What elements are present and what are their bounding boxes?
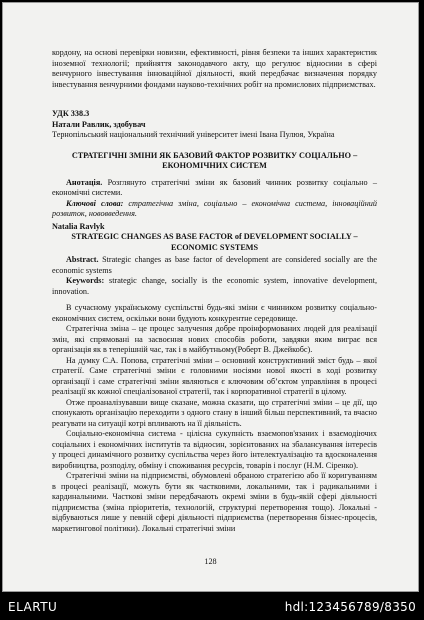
document-page [2, 2, 419, 592]
page-content [52, 48, 377, 534]
author-ua: Натали Равлик, здобувач [52, 119, 146, 129]
page-number: 128 [204, 557, 217, 566]
annotation [52, 178, 377, 199]
body-paragraph-6: Стратегічні зміни на підприємстві, обумовлені обраною стратегією або її коригуванням в процесі реалізації, можуть бути як частковими, локальними, так і радикальними і кардинальними. Часткові зміни передбачають окремі зміни в будь-якій сфері діяльності підприємства (зміна пріоритетів, технологій, структурні перетворення тощо). Локальні - відбуваються лише у певній сфері діяльності підприємства (перетворення бізнес-процесів, маркетингової політики). Локальні стратегічні зміни [52, 471, 377, 533]
body-paragraph-4: Отже проаналізувавши вище сказане, можна сказати, що стратегічні зміни – це дії, що спонукають організацію переходити з одного стану в інший більш перспективний, та вчасно реагувати на ситуації котрі впливають на її діяльність. [52, 397, 377, 428]
intro-paragraph: кордону, на основі перевірки новизни, ефективності, рівня безпеки та інших характеристик іноземної технології; прийняття законодавчого акту, що регулює відносини в сфері венчурного інвестування інноваційної діяльності, який передбачає визначення порядку інвестування венчурними фондами науково-технічних робіт на промислових підприємствах. [52, 48, 377, 89]
body-paragraph-5: Соціально-економічна система - цілісна сукупність взаємопов'язаних і взаємодіючих соціальних і економічних інститутів та відносин, зорієнтованих на збалансування інтересів у процесі динамічного розвитку суспільства через його інтелектуалізацію та вдосконалення виробництва, розподілу, обміну і споживання ресурсів, товарів і послуг (Н.М. Сіренко). [52, 429, 377, 470]
udk-code: УДК 338.3 [52, 109, 90, 118]
keywords-en [52, 276, 377, 297]
viewer-footer [0, 594, 424, 620]
annotation-label: Анотація. [66, 177, 103, 187]
abstract [52, 255, 377, 276]
body-paragraph-1: В сучасному українському суспільстві будь-які зміни є чинником розвитку соціально-економічних систем, оскільки вони будують конкурентне середовище. [52, 303, 377, 323]
author-en: Natalia Ravlyk [52, 221, 105, 231]
handle-identifier[interactable]: hdl:123456789/8350 [284, 600, 416, 614]
title-en: STRATEGIC CHANGES AS BASE FACTOR of DEVELOPMENT SOCIALLY – ECONOMIC SYSTEMS [71, 232, 358, 252]
affiliation: Тернопільський національний технічний університет імені Івана Пулюя, Україна [52, 130, 335, 139]
keywords-ua [52, 199, 377, 220]
abstract-label: Abstract. [66, 255, 99, 264]
keywords-ua-label: Ключові слова: [66, 198, 124, 208]
abstract-text: Strategic changes as base factor of development are considered socially are the economic systems [52, 255, 377, 275]
repository-name: ELARTU [8, 600, 58, 614]
annotation-text: Розглянуто стратегічні зміни як базовий чинник розвитку соціально – економічні системи. [52, 177, 377, 197]
body-paragraph-3: На думку С.А. Попова, стратегічні зміни – основний конструктивний зміст будь – якої стратегії. Саме стратегічні зміни є головними носіями нової якості в ході розвитку організації і саме стратегічні зміни являються є ключовим об’єктом управління в процесі реалізації як кожної спеціалізованої стратегії, так і корпоративної стратегії в цілому. [52, 355, 377, 396]
keywords-en-label: Keywords: [66, 276, 105, 285]
keywords-ua-text: стратегічна зміна, соціально – економічна система, інноваційний розвиток, нововведення. [52, 198, 377, 218]
keywords-en-text: strategic change, socially is the economic system, innovative development, innovation. [52, 276, 378, 296]
body-paragraph-2: Стратегічна зміна – це процес залучення добре проінформованих людей для реалізації змін, які спрямовані на засвоєння нових способів роботи, завдяки яким виграє вся організація як в теперішній час, так і в майбутньому(Роберт В. Джейкобс). [52, 324, 377, 354]
title-ua: СТРАТЕГІЧНІ ЗМІНИ ЯК БАЗОВИЙ ФАКТОР РОЗВИТКУ СОЦІАЛЬНО – ЕКОНОМІЧНИХ СИСТЕМ [71, 150, 358, 170]
